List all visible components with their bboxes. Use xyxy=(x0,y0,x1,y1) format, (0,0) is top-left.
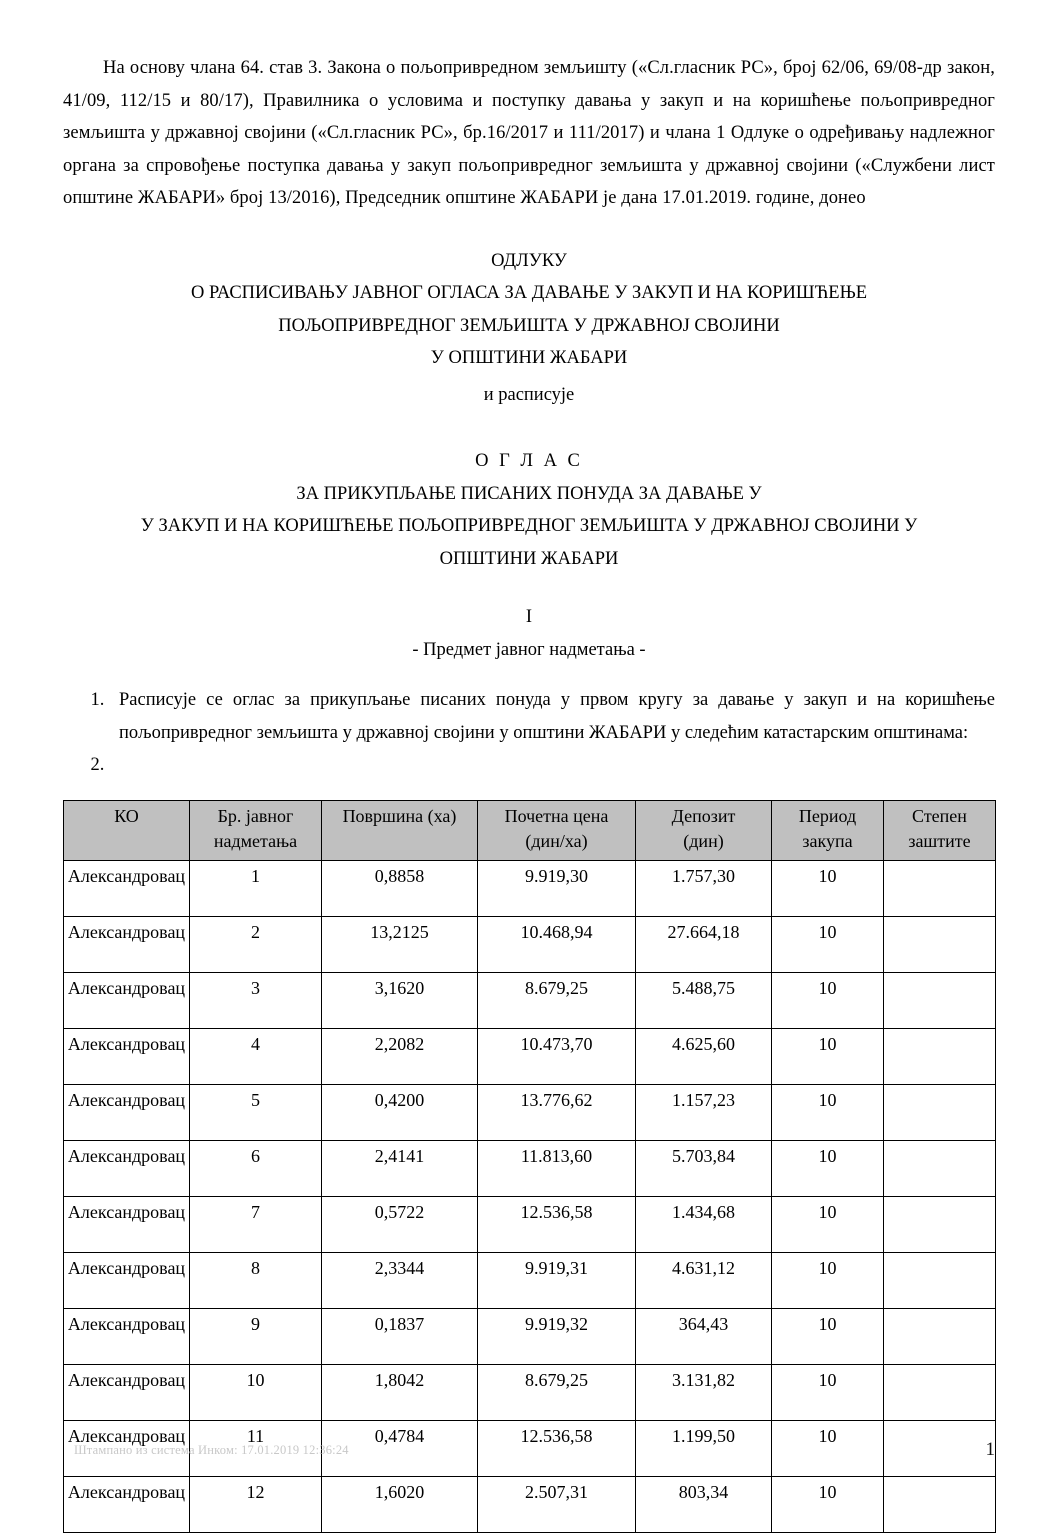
list-item xyxy=(109,684,995,749)
cell-povrsina: 1,6020 xyxy=(322,1476,478,1532)
cell-br: 5 xyxy=(190,1084,322,1140)
cell-period: 10 xyxy=(772,972,884,1028)
cell-period: 10 xyxy=(772,916,884,972)
cell-stepen xyxy=(884,972,996,1028)
decision-heading: ОДЛУКУ xyxy=(491,250,567,271)
cell-period: 10 xyxy=(772,1252,884,1308)
cell-br: 10 xyxy=(190,1364,322,1420)
cell-stepen xyxy=(884,1476,996,1532)
cell-cena: 8.679,25 xyxy=(478,1364,636,1420)
land-parcels-table xyxy=(63,800,996,1533)
decision-line-1: О РАСПИСИВАЊУ ЈАВНОГ ОГЛАСА ЗА ДАВАЊЕ У ЗАКУП И НА КОРИШЋЕЊЕ xyxy=(190,283,868,303)
cell-ko: Александровац xyxy=(64,1364,190,1420)
print-stamp-note: Штампано из система Инком: 17.01.2019 12:36:24 xyxy=(74,1443,349,1457)
column-header-line1: Бр. јавног xyxy=(217,805,294,826)
cell-period: 10 xyxy=(772,1476,884,1532)
column-header-ko xyxy=(64,800,190,860)
column-header-period-zakupa xyxy=(772,800,884,860)
cell-depozit: 3.131,82 xyxy=(636,1364,772,1420)
cell-depozit: 5.703,84 xyxy=(636,1140,772,1196)
cell-ko: Александровац xyxy=(64,1196,190,1252)
column-header-povrsina xyxy=(322,800,478,860)
cell-cena: 8.679,25 xyxy=(478,972,636,1028)
cell-depozit: 803,34 xyxy=(636,1476,772,1532)
advert-line-3: ОПШТИНИ ЖАБАРИ xyxy=(439,548,619,569)
table-header xyxy=(64,800,996,860)
cell-povrsina: 2,4141 xyxy=(322,1140,478,1196)
cell-depozit: 5.488,75 xyxy=(636,972,772,1028)
cell-stepen xyxy=(884,1140,996,1196)
cell-depozit: 1.757,30 xyxy=(636,860,772,916)
section-subject-line: - Предмет јавног надметања - xyxy=(412,639,646,660)
cell-povrsina: 0,4784 xyxy=(322,1420,478,1476)
cell-ko: Александровац xyxy=(64,916,190,972)
decision-title-block xyxy=(63,245,995,412)
decision-line-3: У ОПШТИНИ ЖАБАРИ xyxy=(430,348,628,368)
cell-period: 10 xyxy=(772,1196,884,1252)
column-header-pocetna-cena xyxy=(478,800,636,860)
cell-period: 10 xyxy=(772,1140,884,1196)
cell-period: 10 xyxy=(772,1028,884,1084)
cell-br: 11 xyxy=(190,1420,322,1476)
cell-br: 7 xyxy=(190,1196,322,1252)
column-header-line1: Период xyxy=(798,805,857,826)
cell-cena: 2.507,31 xyxy=(478,1476,636,1532)
advert-title-block xyxy=(63,445,995,575)
table-row xyxy=(64,1364,996,1420)
table-row xyxy=(64,1308,996,1364)
cell-depozit: 1.157,23 xyxy=(636,1084,772,1140)
cell-povrsina: 0,5722 xyxy=(322,1196,478,1252)
cell-stepen xyxy=(884,1308,996,1364)
cell-povrsina: 3,1620 xyxy=(322,972,478,1028)
table-header-row xyxy=(64,800,996,860)
table-row xyxy=(64,1196,996,1252)
cell-cena: 11.813,60 xyxy=(478,1140,636,1196)
column-header-depozit xyxy=(636,800,772,860)
cell-br: 1 xyxy=(190,860,322,916)
table-row xyxy=(64,1252,996,1308)
column-header-stepen-zastite xyxy=(884,800,996,860)
cell-depozit: 4.631,12 xyxy=(636,1252,772,1308)
column-header-line2: закупа xyxy=(802,830,853,851)
column-header-line1: Површина (ха) xyxy=(342,805,457,826)
cell-period: 10 xyxy=(772,1364,884,1420)
table-row xyxy=(64,972,996,1028)
cell-cena: 12.536,58 xyxy=(478,1420,636,1476)
cell-stepen xyxy=(884,1364,996,1420)
cell-cena: 12.536,58 xyxy=(478,1196,636,1252)
cell-depozit: 1.199,50 xyxy=(636,1420,772,1476)
cell-cena: 10.468,94 xyxy=(478,916,636,972)
document-content xyxy=(63,52,995,1533)
cell-br: 4 xyxy=(190,1028,322,1084)
section-roman-numeral: I xyxy=(525,607,533,627)
cell-stepen xyxy=(884,1196,996,1252)
list-item xyxy=(109,749,995,782)
column-header-line2: (дин/ха) xyxy=(525,830,588,851)
cell-povrsina: 2,3344 xyxy=(322,1252,478,1308)
cell-stepen xyxy=(884,1252,996,1308)
cell-ko: Александровац xyxy=(64,972,190,1028)
cell-cena: 9.919,31 xyxy=(478,1252,636,1308)
cell-povrsina: 13,2125 xyxy=(322,916,478,972)
cell-povrsina: 1,8042 xyxy=(322,1364,478,1420)
cell-br: 6 xyxy=(190,1140,322,1196)
cell-depozit: 27.664,18 xyxy=(636,916,772,972)
column-header-line1: КО xyxy=(114,805,139,826)
cell-ko: Александровац xyxy=(64,1140,190,1196)
cell-br: 9 xyxy=(190,1308,322,1364)
cell-ko: Александровац xyxy=(64,1028,190,1084)
column-header-line2: (дин) xyxy=(683,830,724,851)
cell-ko: Александровац xyxy=(64,860,190,916)
column-header-line1: Почетна цена xyxy=(504,805,609,826)
page-number: 1 xyxy=(985,1439,995,1460)
cell-br: 3 xyxy=(190,972,322,1028)
cell-stepen xyxy=(884,1084,996,1140)
cell-period: 10 xyxy=(772,1420,884,1476)
advert-line-1: ЗА ПРИКУПЉАЊЕ ПИСАНИХ ПОНУДА ЗА ДАВАЊЕ У xyxy=(296,483,762,504)
table-body xyxy=(64,860,996,1532)
cell-cena: 9.919,30 xyxy=(478,860,636,916)
cell-br: 12 xyxy=(190,1476,322,1532)
cell-ko: Александровац xyxy=(64,1308,190,1364)
cell-depozit: 1.434,68 xyxy=(636,1196,772,1252)
column-header-line2: надметања xyxy=(213,830,298,851)
advert-heading: О Г Л А С xyxy=(475,451,583,471)
numbered-list xyxy=(63,684,995,782)
cell-period: 10 xyxy=(772,1308,884,1364)
cell-stepen xyxy=(884,916,996,972)
cell-period: 10 xyxy=(772,1084,884,1140)
cell-povrsina: 2,2082 xyxy=(322,1028,478,1084)
table-row xyxy=(64,916,996,972)
cell-depozit: 4.625,60 xyxy=(636,1028,772,1084)
table-row xyxy=(64,1084,996,1140)
cell-ko: Александровац xyxy=(64,1084,190,1140)
intro-paragraph: На основу члана 64. став 3. Закона о пољопривредном земљишту («Сл.гласник РС», број 62/06, 69/08-др закон, 41/09, 112/15 и 80/17), Правилника о условима и поступку давања у закуп и на коришћење пољопривредног земљишта у државној својини («Сл.гласник РС», бр.16/2017 и 111/2017) и члана 1 Одлуке о одређивању надлежног органа за спровођење поступка давања у закуп пољопривредног земљишта у државној својини («Службени лист општине ЖАБАРИ» број 13/2016), Председник општине ЖАБАРИ је дана 17.01.2019. године, донео xyxy=(63,58,995,208)
cell-ko: Александровац xyxy=(64,1476,190,1532)
decision-line-2: ПОЉОПРИВРЕДНОГ ЗЕМЉИШТА У ДРЖАВНОЈ СВОЈИНИ xyxy=(278,315,780,336)
table-row xyxy=(64,1028,996,1084)
cell-period: 10 xyxy=(772,860,884,916)
cell-stepen xyxy=(884,860,996,916)
advert-line-2: У ЗАКУП И НА КОРИШЋЕЊЕ ПОЉОПРИВРЕДНОГ ЗЕМЉИШТА У ДРЖАВНОЈ СВОЈИНИ У xyxy=(140,516,918,536)
cell-cena: 10.473,70 xyxy=(478,1028,636,1084)
table-row xyxy=(64,860,996,916)
page-footer xyxy=(74,1439,995,1467)
cell-cena: 13.776,62 xyxy=(478,1084,636,1140)
column-header-br-javnog-nadmetanja xyxy=(190,800,322,860)
table-row xyxy=(64,1476,996,1532)
table-row xyxy=(64,1140,996,1196)
cell-povrsina: 0,1837 xyxy=(322,1308,478,1364)
cell-povrsina: 0,8858 xyxy=(322,860,478,916)
cell-cena: 9.919,32 xyxy=(478,1308,636,1364)
decision-line-4: и расписује xyxy=(483,384,575,405)
column-header-line1: Степен xyxy=(912,805,967,826)
cell-depozit: 364,43 xyxy=(636,1308,772,1364)
cell-ko: Александровац xyxy=(64,1420,190,1476)
cell-br: 8 xyxy=(190,1252,322,1308)
column-header-line2: заштите xyxy=(908,830,971,851)
cell-ko: Александровац xyxy=(64,1252,190,1308)
cell-stepen xyxy=(884,1028,996,1084)
column-header-line1: Депозит xyxy=(671,805,736,826)
cell-povrsina: 0,4200 xyxy=(322,1084,478,1140)
list-item-text: 1. Расписује се оглас за прикупљање писаних понуда у првом кругу за давање у закуп и на коришћење пољопривредног земљишта у државној својини у општини ЖАБАРИ у следећим катастарским општинама: xyxy=(119,690,995,743)
cell-br: 2 xyxy=(190,916,322,972)
